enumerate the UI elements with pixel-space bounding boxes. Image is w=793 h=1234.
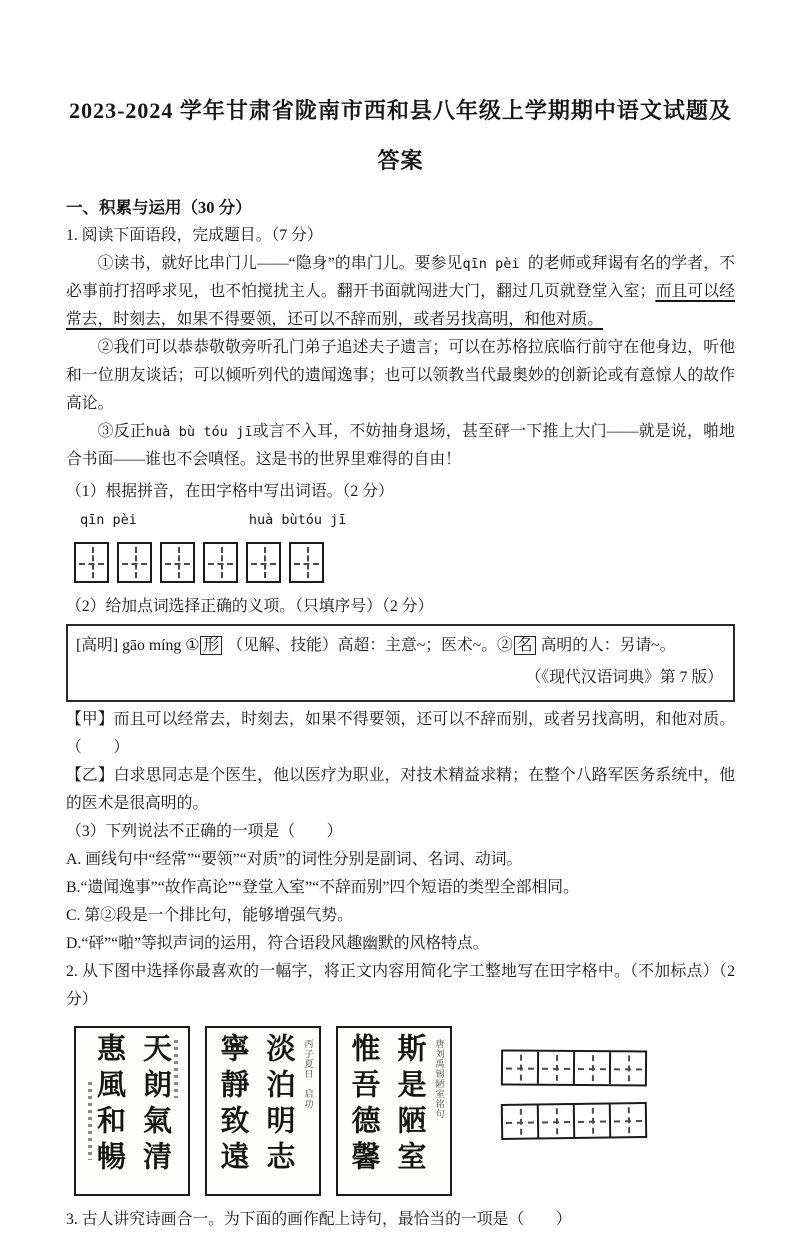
dict-sense1-text: （见解、技能）高超：主意~；医术~。 xyxy=(223,637,498,654)
grid-strip xyxy=(501,1049,647,1086)
calligraphy-panel-2 xyxy=(205,1026,321,1196)
pinyin-word-b: huà bùtóu jī xyxy=(248,512,347,528)
q1-paragraph-1 xyxy=(66,250,735,334)
calligraphy-panel-1 xyxy=(74,1026,190,1196)
dictionary-entry xyxy=(76,632,723,660)
pinyin-grid-row xyxy=(74,542,735,583)
calligraphy-text: 斯是陋室惟吾德馨 xyxy=(347,1033,426,1177)
q1-sub2-stem: （2）给加点词选择正确的义项。（只填序号）（2 分） xyxy=(66,598,434,615)
dict-sense1-pos: 形 xyxy=(200,636,222,655)
calligraphy-text: 天朗氣清惠風和暢 xyxy=(93,1033,171,1177)
dictionary-source: （《现代汉语词典》第 7 版） xyxy=(525,669,723,686)
calligraphy-text: 淡泊明志寧靜致遠 xyxy=(216,1033,295,1177)
para1-pinyin: qīn pèi xyxy=(462,256,528,272)
tianzige-cell xyxy=(503,1052,539,1084)
tianzige-cell xyxy=(611,1104,645,1136)
q1-stem: 1. 阅读下面语段，完成题目。（7 分） xyxy=(66,227,323,244)
para3-post: 或言不入耳，不妨抽身退场，甚至砰一下推上大门——就是说，啪地合书面——谁也不会嗔怪。这是书的世界里难得的自由！ xyxy=(66,423,735,468)
tianzige-cell xyxy=(539,1105,575,1137)
tianzige-cell xyxy=(289,542,324,583)
grid-strip xyxy=(501,1102,647,1140)
calligraphy-signature: 唐刘禹锡陋室铭句 xyxy=(434,1039,445,1119)
dict-sense2-text: 高明的人：另请~。 xyxy=(536,637,676,654)
calligraphy-signature: 丙子夏日 启功 xyxy=(303,1039,314,1109)
tianzige-cell xyxy=(246,542,281,583)
para1-text: ①读书，就好比串门儿——“隐身”的串门儿。要参见 xyxy=(97,255,463,272)
option-b: B.“遗闻逸事”“故作高论”“登堂入室”“不辞而别”四个短语的类型全部相同。 xyxy=(66,879,579,896)
option-d: D.“砰”“啪”等拟声词的运用，符合语段风趣幽默的风格特点。 xyxy=(66,935,489,952)
tianzige-cell xyxy=(611,1052,645,1084)
tianzige-cell xyxy=(539,1052,575,1084)
q2-stem: 2. 从下图中选择你最喜欢的一幅字，将正文内容用简化字工整地写在田字格中。（不加标点）（2 分） xyxy=(66,963,735,1008)
dict-sense1-num: ① xyxy=(185,637,200,654)
para3-pinyin: huà bù tóu jī xyxy=(145,424,253,440)
signature-marks xyxy=(88,1082,92,1160)
page-title: 2023-2024 学年甘肃省陇南市西和县八年级上学期期中语文试题及答案 xyxy=(69,98,732,173)
calligraphy-panel-3 xyxy=(336,1026,452,1196)
dict-sense2-pos: 名 xyxy=(514,636,536,655)
para1-underlined-text: 而且可以经常去，时刻去，如果不得要领，还可以不辞而别，或者另找高明，和他对质。 xyxy=(66,283,735,328)
dict-headword: [高明] gāo míng xyxy=(76,637,186,654)
option-c: C. 第②段是一个排比句，能够增强气势。 xyxy=(66,907,353,924)
dictionary-entry-box xyxy=(66,624,735,702)
q1-sub1-stem: （1）根据拼音，在田字格中写出词语。（2 分） xyxy=(66,483,394,500)
pinyin-word-a: qīn pèi xyxy=(80,512,137,528)
q1-sub1-pinyin-line xyxy=(66,506,735,534)
tianzige-cell xyxy=(575,1052,611,1084)
tianzige-cell xyxy=(74,542,109,583)
para1-text-mid: 的老师或拜谒有名的学者，不必事前打招呼求见，也不怕搅扰主人。翻开书面就闯进大门，翻过几页就登堂入室； xyxy=(66,255,735,300)
q2-figure xyxy=(74,1026,735,1196)
q1-sub3-stem: （3）下列说法不正确的一项是（ ） xyxy=(66,823,343,840)
sentence-yi: 【乙】白求思同志是个医生，他以医疗为职业，对技术精益求精；在整个八路军医务系统中，他的医术是很高明的。 xyxy=(66,767,735,812)
dict-sense2-num: ② xyxy=(497,637,513,654)
signature-marks xyxy=(174,1040,178,1098)
tianzige-cell xyxy=(117,542,152,583)
tianzige-cell xyxy=(160,542,195,583)
section-heading: 一、积累与运用（30 分） xyxy=(66,198,252,217)
tianzige-cell xyxy=(203,542,238,583)
option-a: A. 画线句中“经常”“要领”“对质”的词性分别是副词、名词、动词。 xyxy=(66,851,523,868)
q3-stem: 3. 古人讲究诗画合一。为下面的画作配上诗句，最恰当的一项是（ ） xyxy=(66,1211,572,1228)
para3-pre: ③反正 xyxy=(97,423,146,440)
tianzige-cell xyxy=(575,1104,611,1136)
q1-paragraph-2: ②我们可以恭恭敬敬旁听孔门弟子追述夫子遗言；可以在苏格拉底临行前守在他身边，听他和一位朋友谈话；可以倾听列代的遗闻逸事；也可以领教当代最奥妙的创新论或有意惊人的故作高论。 xyxy=(66,339,735,412)
answer-grid-strips xyxy=(501,1050,647,1139)
q1-paragraph-3 xyxy=(66,418,735,474)
sentence-jia: 【甲】而且可以经常去，时刻去，如果不得要领，还可以不辞而别，或者另找高明，和他对质。（ ） xyxy=(66,711,735,756)
